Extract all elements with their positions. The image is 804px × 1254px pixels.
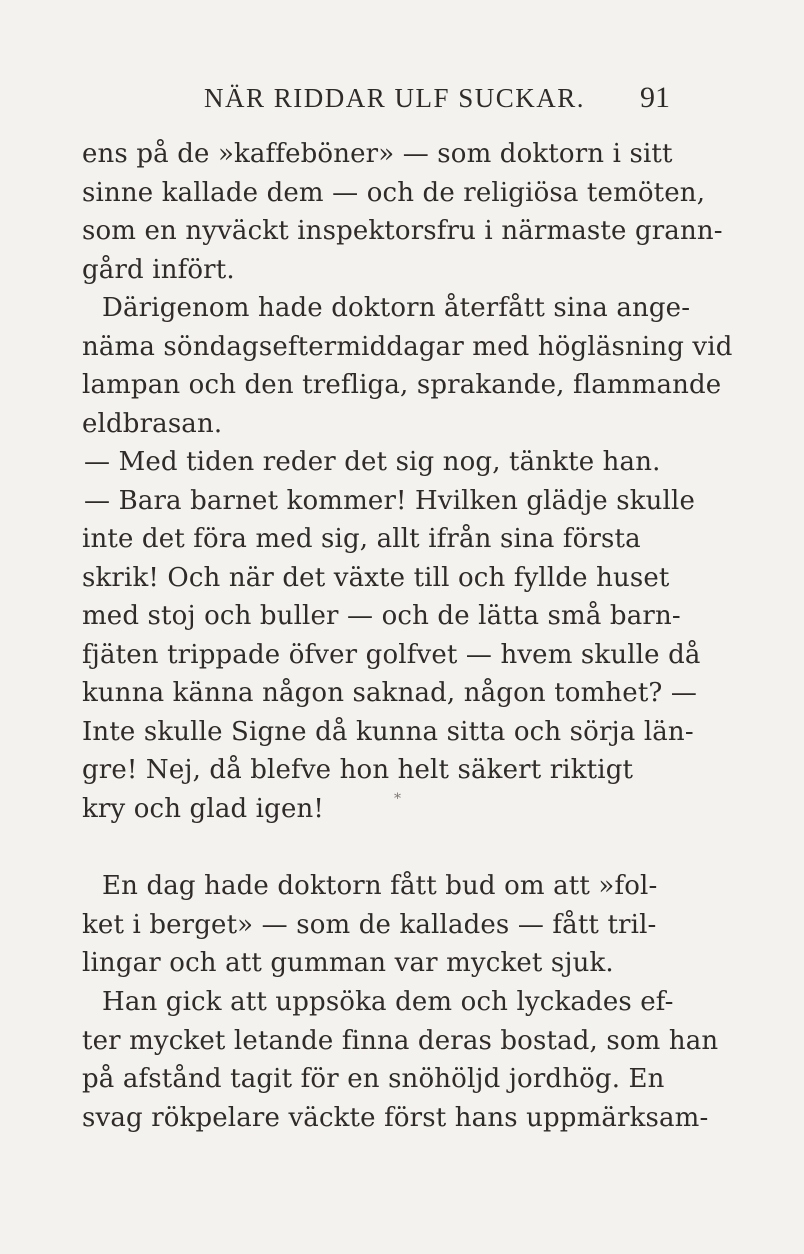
text-line: gre! Nej, då blefve hon helt säkert riktigt (82, 755, 634, 785)
text-line: ens på de »kaffeböner» — som doktorn i sitt (82, 139, 673, 169)
text-line: Därigenom hade doktorn återfått sina ange- (102, 293, 691, 323)
chapter-title: NÄR RIDDAR ULF SUCKAR. (204, 83, 586, 113)
text-line: lampan och den trefliga, sprakande, flammande (82, 370, 722, 400)
text-line: eldbrasan. (82, 408, 223, 439)
text-line: — Med tiden reder det sig nog, tänkte han. (84, 447, 661, 477)
text-line: kry och glad igen! (82, 793, 324, 824)
text-line: näma söndagseftermiddagar med högläsning vid (82, 331, 733, 362)
text-line: svag rökpelare väckte först hans uppmärksam- (82, 1102, 709, 1133)
text-line: skrik! Och när det växte till och fyllde huset (82, 562, 670, 593)
text-line: En dag hade doktorn fått bud om att »fol- (102, 871, 658, 901)
text-line: inte det föra med sig, allt ifrån sina första (82, 524, 641, 554)
text-line: med stoj och buller — och de lätta små barn- (82, 601, 681, 631)
text-line: Han gick att uppsöka dem och lyckades ef- (102, 987, 674, 1017)
text-line: lingar och att gumman var mycket sjuk. (82, 948, 614, 978)
text-line: kunna känna någon saknad, någon tomhet? — (82, 678, 698, 708)
page-number: 91 (640, 81, 670, 114)
text-line: sinne kallade dem — och de religiösa temöten, (82, 177, 706, 208)
text-line: Inte skulle Signe då kunna sitta och sörja län- (82, 716, 694, 747)
text-line: fjäten trippade öfver golfvet — hvem skulle då (82, 639, 701, 670)
text-line: ket i berget» — som de kallades — fått tril- (82, 909, 657, 940)
text-line: ter mycket letande finna deras bostad, som han (82, 1025, 719, 1056)
text-line: gård infört. (82, 254, 235, 285)
text-line: som en nyväckt inspektorsfru i närmaste grann- (82, 216, 723, 246)
running-header (0, 78, 804, 118)
text-line: på afstånd tagit för en snöhöljd jordhög. En (82, 1064, 665, 1094)
section-separator: * (394, 791, 401, 807)
text-line: — Bara barnet kommer! Hvilken glädje skulle (84, 485, 696, 516)
